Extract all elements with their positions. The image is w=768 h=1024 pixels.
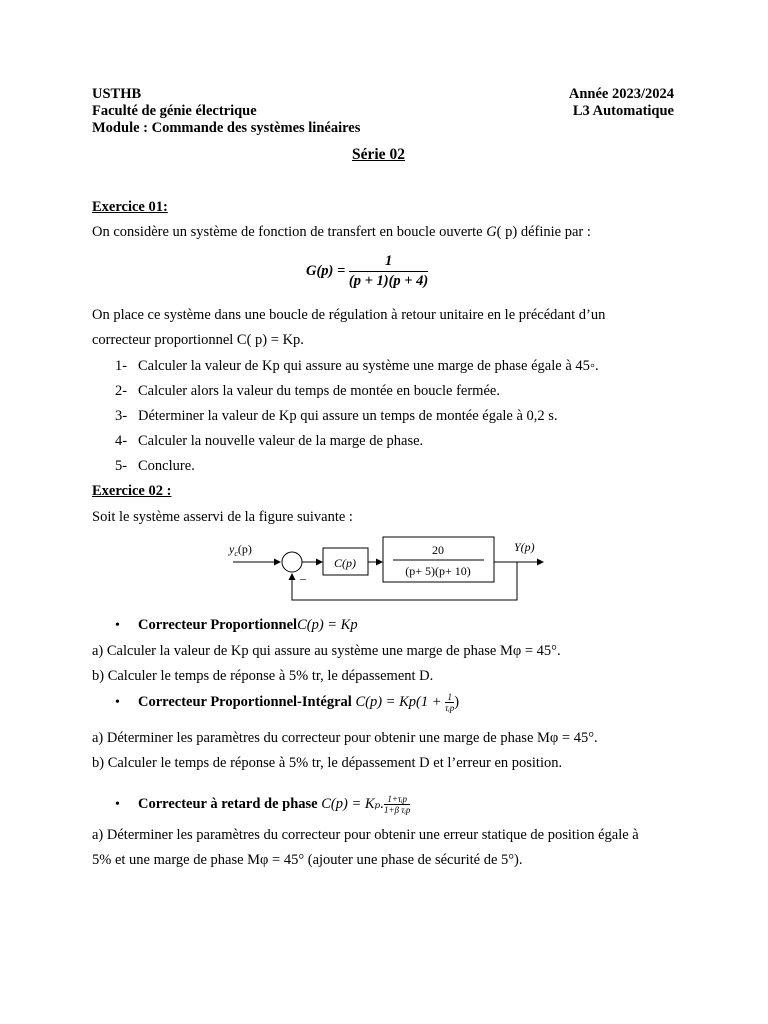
controller-label: C(p): [334, 556, 356, 570]
bullet-icon: •: [115, 618, 120, 633]
lag-fraction: $\frac{\text{1+τᵢp}}{\text{1+β τᵢp}}$: [383, 794, 411, 815]
input-label: $y_c(p)$: [229, 542, 252, 558]
pi-corrector-heading: • Correcteur Proportionnel-Intégral C(p) = Kp(1 + $\frac{1}{\text{τᵢp}}$ ): [115, 692, 460, 713]
minus-sign: –: [300, 571, 306, 585]
ex1-intro-g: G: [486, 224, 497, 240]
pi-question-a: a) Déterminer les paramètres du correcteur pour obtenir une marge de phase Mφ = 45°.: [92, 730, 598, 746]
bullet-icon: •: [115, 694, 120, 710]
academic-year: Année 2023/2024: [568, 86, 674, 102]
ex1-para2: correcteur proportionnel C( p) = Kp.: [92, 332, 304, 348]
ex1-para1: On place ce système dans une boucle de régulation à retour unitaire en le précédant d’un: [92, 307, 606, 323]
ex1-intro-p: ( p): [496, 224, 518, 240]
faculty: Faculté de génie électrique: [92, 103, 257, 119]
plant-numerator: 20: [432, 543, 444, 557]
module: Module : Commande des systèmes linéaires: [92, 120, 361, 136]
summing-junction: [282, 552, 302, 572]
pi-fraction: $\frac{1}{\text{τᵢp}}$: [445, 692, 455, 713]
university: USTHB: [92, 86, 142, 102]
level: L3 Automatique: [572, 103, 674, 119]
ex1-intro-a: On considère un système de fonction de transfert en boucle ouverte: [92, 224, 487, 240]
ex2-heading: Exercice 02 :: [92, 483, 172, 499]
eq-denominator: (p + 1)(p + 4): [348, 273, 429, 289]
pi-question-b: b) Calculer le temps de réponse à 5% tr, le dépassement D et l’erreur en position.: [92, 755, 563, 771]
ex1-item-4: 4- Calculer la nouvelle valeur de la marge de phase.: [115, 433, 424, 449]
ex1-heading: Exercice 01:: [92, 199, 168, 215]
p-question-a: a) Calculer la valeur de Kp qui assure au système une marge de phase Mφ = 45°.: [92, 643, 561, 659]
plant-denominator: (p+ 5)(p+ 10): [405, 564, 471, 578]
ex1-intro-b: définie par :: [517, 224, 591, 240]
lag-question-a1: a) Déterminer les paramètres du correcteur pour obtenir une erreur statique de position égale à: [92, 827, 639, 843]
ex2-intro: Soit le système asservi de la figure suivante :: [92, 509, 353, 525]
lag-corrector-heading: • Correcteur à retard de phase C(p) = Kₚ. $\frac{\text{1+τᵢp}}{\text{1+β τᵢp}}$: [115, 794, 411, 815]
ex1-item-5: 5- Conclure.: [115, 458, 195, 474]
output-label: Y(p): [514, 540, 535, 554]
bullet-icon: •: [115, 796, 120, 812]
ex1-item-3: 3- Déterminer la valeur de Kp qui assure un temps de montée égale à 0,2 s.: [115, 408, 558, 424]
page-title: Série 02: [352, 146, 405, 163]
p-question-b: b) Calculer le temps de réponse à 5% tr, le dépassement D.: [92, 668, 434, 684]
eq-numerator: 1: [349, 253, 428, 272]
lag-question-a2: 5% et une marge de phase Mφ = 45° (ajouter une phase de sécurité de 5°).: [92, 852, 523, 868]
p-corrector-heading: • Correcteur ProportionnelC(p) = Kp: [115, 617, 358, 633]
eq-lhs: G(p) =: [306, 263, 349, 279]
ex1-item-1: 1- Calculer la valeur de Kp qui assure au système une marge de phase égale à 45◦.: [115, 358, 599, 374]
ex1-item-2: 2- Calculer alors la valeur du temps de montée en boucle fermée.: [115, 383, 500, 399]
